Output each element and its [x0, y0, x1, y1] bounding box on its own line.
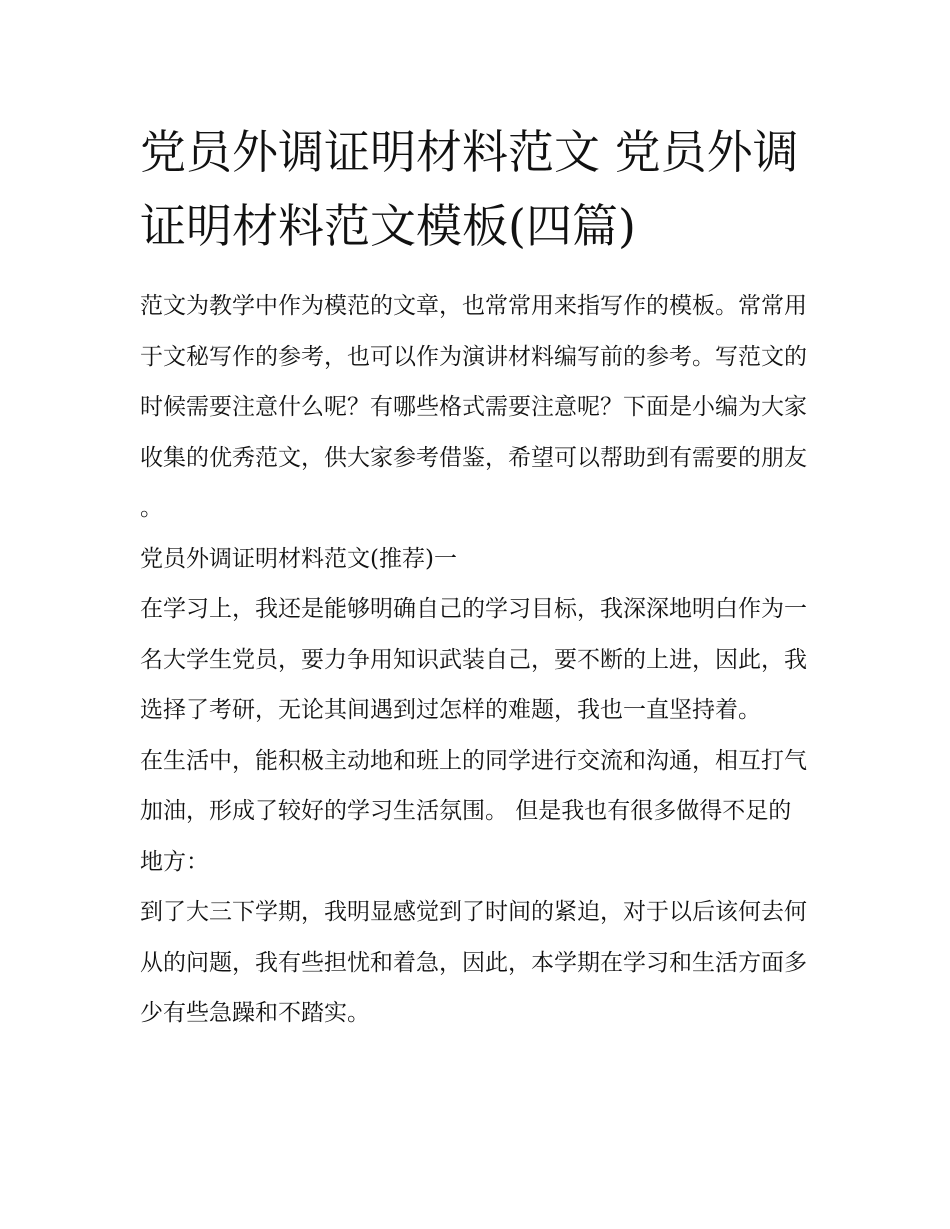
document-body: [140, 115, 812, 1039]
intro-paragraph: 范文为教学中作为模范的文章，也常常用来指写作的模板。常常用于文秘写作的参考，也可以作为演讲材料编写前的参考。写范文的时候需要注意什么呢？有哪些格式需要注意呢？下面是小编为大家收集的优秀范文，供大家参考借鉴，希望可以帮助到有需要的朋友。: [140, 293, 807, 521]
document-title: 党员外调证明材料范文 党员外调证明材料范文模板(四篇): [140, 125, 799, 253]
body-paragraph: 在学习上，我还是能够明确自己的学习目标，我深深地明白作为一名大学生党员，要力争用知识武装自己，要不断的上进，因此，我选择了考研，无论其间遇到过怎样的难题，我也一直坚持着。: [140, 596, 807, 723]
body-paragraph: 到了大三下学期，我明显感觉到了时间的紧迫，对于以后该何去何从的问题，我有些担忧和着急，因此，本学期在学习和生活方面多少有些急躁和不踏实。: [140, 899, 807, 1026]
body-paragraph: 在生活中，能积极主动地和班上的同学进行交流和沟通，相互打气加油，形成了较好的学习生活氛围。 但是我也有很多做得不足的地方：: [140, 747, 807, 875]
section-heading: 党员外调证明材料范文(推荐)一: [140, 545, 457, 572]
